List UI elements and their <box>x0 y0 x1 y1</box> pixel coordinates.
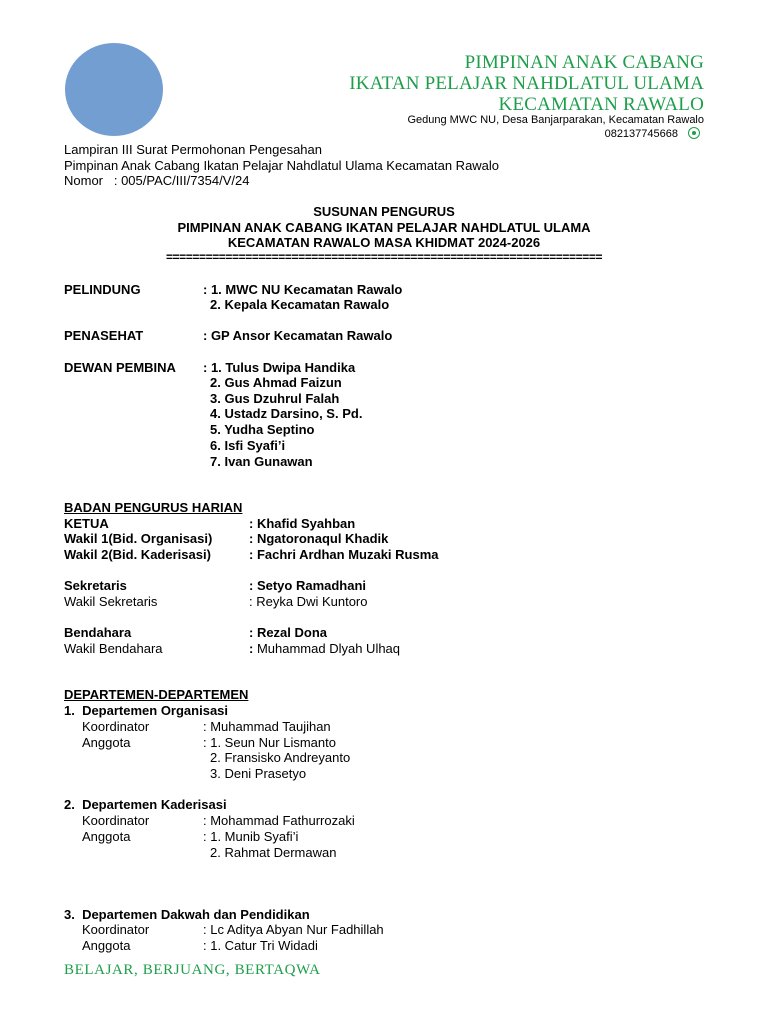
organization-logo <box>65 43 163 136</box>
organization-line: Pimpinan Anak Cabang Ikatan Pelajar Nahdlatul Ulama Kecamatan Rawalo <box>64 158 500 173</box>
wakil1-value: : Ngatoronaqul Khadik <box>249 531 389 546</box>
dewan-item: 6. Isfi Syafi’i <box>210 438 286 453</box>
dewan-item: 5. Yudha Septino <box>210 422 315 437</box>
dept-3-anggota-label: Anggota <box>82 938 131 953</box>
wakil-bendahara-colon: : <box>249 641 254 656</box>
dept-2-anggota-label: Anggota <box>82 829 131 844</box>
dept-1-anggota: 3. Deni Prasetyo <box>210 766 307 781</box>
dept-1-anggota-label: Anggota <box>82 735 131 750</box>
dewan-label: DEWAN PEMBINA <box>64 360 176 375</box>
dept-1-koor: : Muhammad Taujihan <box>203 719 331 734</box>
wakil1-label: Wakil 1(Bid. Organisasi) <box>64 531 213 546</box>
dewan-item: 3. Gus Dzuhrul Falah <box>210 391 340 406</box>
dept-2-anggota: : 1. Munib Syafi’i <box>203 829 299 844</box>
doc-title-1: SUSUNAN PENGURUS <box>313 204 455 219</box>
bendahara-value: : Rezal Dona <box>249 625 328 640</box>
dewan-item: : 1. Tulus Dwipa Handika <box>203 360 356 375</box>
header-line-2: IKATAN PELAJAR NAHDLATUL ULAMA <box>349 73 704 94</box>
doc-title-2: PIMPINAN ANAK CABANG IKATAN PELAJAR NAHDLATUL ULAMA <box>177 220 591 235</box>
dept-1-anggota: 2. Fransisko Andreyanto <box>210 750 351 765</box>
pelindung-item: 2. Kepala Kecamatan Rawalo <box>210 297 390 312</box>
bph-heading: BADAN PENGURUS HARIAN <box>64 500 243 515</box>
sekretaris-value: : Setyo Ramadhani <box>249 578 367 593</box>
dept-2-koor-label: Koordinator <box>82 813 150 828</box>
wakil-bendahara-label: Wakil Bendahara <box>64 641 163 656</box>
header-line-1: PIMPINAN ANAK CABANG <box>464 52 704 73</box>
header-line-3: KECAMATAN RAWALO <box>498 94 704 115</box>
dewan-item: 2. Gus Ahmad Faizun <box>210 375 342 390</box>
footer-motto: BELAJAR, BERJUANG, BERTAQWA <box>64 962 321 978</box>
pelindung-label: PELINDUNG <box>64 282 141 297</box>
wakil2-value: : Fachri Ardhan Muzaki Rusma <box>249 547 439 562</box>
ketua-label: KETUA <box>64 516 109 531</box>
sekretaris-label: Sekretaris <box>64 578 127 593</box>
wakil-sekretaris-value: : Reyka Dwi Kuntoro <box>249 594 368 609</box>
dewan-item: 4. Ustadz Darsino, S. Pd. <box>210 406 363 421</box>
header-phone-row <box>605 127 700 140</box>
wakil-sekretaris-label: Wakil Sekretaris <box>64 594 158 609</box>
wakil2-label: Wakil 2(Bid. Kaderisasi) <box>64 547 211 562</box>
dept-1-koor-label: Koordinator <box>82 719 150 734</box>
penasehat-value: : GP Ansor Kecamatan Rawalo <box>203 328 393 343</box>
header-phone: 082137745668 <box>604 128 678 140</box>
lampiran-line: Lampiran III Surat Permohonan Pengesahan <box>64 142 323 157</box>
whatsapp-icon <box>688 127 700 139</box>
bendahara-label: Bendahara <box>64 625 132 640</box>
dewan-item: 7. Ivan Gunawan <box>210 454 313 469</box>
doc-title-3: KECAMATAN RAWALO MASA KHIDMAT 2024-2026 <box>227 235 541 250</box>
departemen-heading: DEPARTEMEN-DEPARTEMEN <box>64 687 249 702</box>
dept-3-koor: : Lc Aditya Abyan Nur Fadhillah <box>203 922 384 937</box>
dept-2-title: 2. Departemen Kaderisasi <box>64 797 227 812</box>
dept-1-anggota: : 1. Seun Nur Lismanto <box>203 735 336 750</box>
dept-3-koor-label: Koordinator <box>82 922 150 937</box>
header-address: Gedung MWC NU, Desa Banjarparakan, Kecamatan Rawalo <box>407 114 704 126</box>
wakil-bendahara-row <box>249 641 400 656</box>
dept-3-title: 3. Departemen Dakwah dan Pendidikan <box>64 907 310 922</box>
dept-2-anggota: 2. Rahmat Dermawan <box>210 845 337 860</box>
title-divider: ================================================================== <box>165 250 603 264</box>
penasehat-label: PENASEHAT <box>64 328 144 343</box>
nomor-line: Nomor : 005/PAC/III/7354/V/24 <box>64 173 250 188</box>
dept-1-title: 1. Departemen Organisasi <box>64 703 229 718</box>
dept-3-anggota: : 1. Catur Tri Widadi <box>203 938 318 953</box>
pelindung-item: : 1. MWC NU Kecamatan Rawalo <box>203 282 403 297</box>
wakil-bendahara-value: Muhammad Dlyah Ulhaq <box>253 641 401 656</box>
ketua-value: : Khafid Syahban <box>249 516 356 531</box>
dept-2-koor: : Mohammad Fathurrozaki <box>203 813 355 828</box>
